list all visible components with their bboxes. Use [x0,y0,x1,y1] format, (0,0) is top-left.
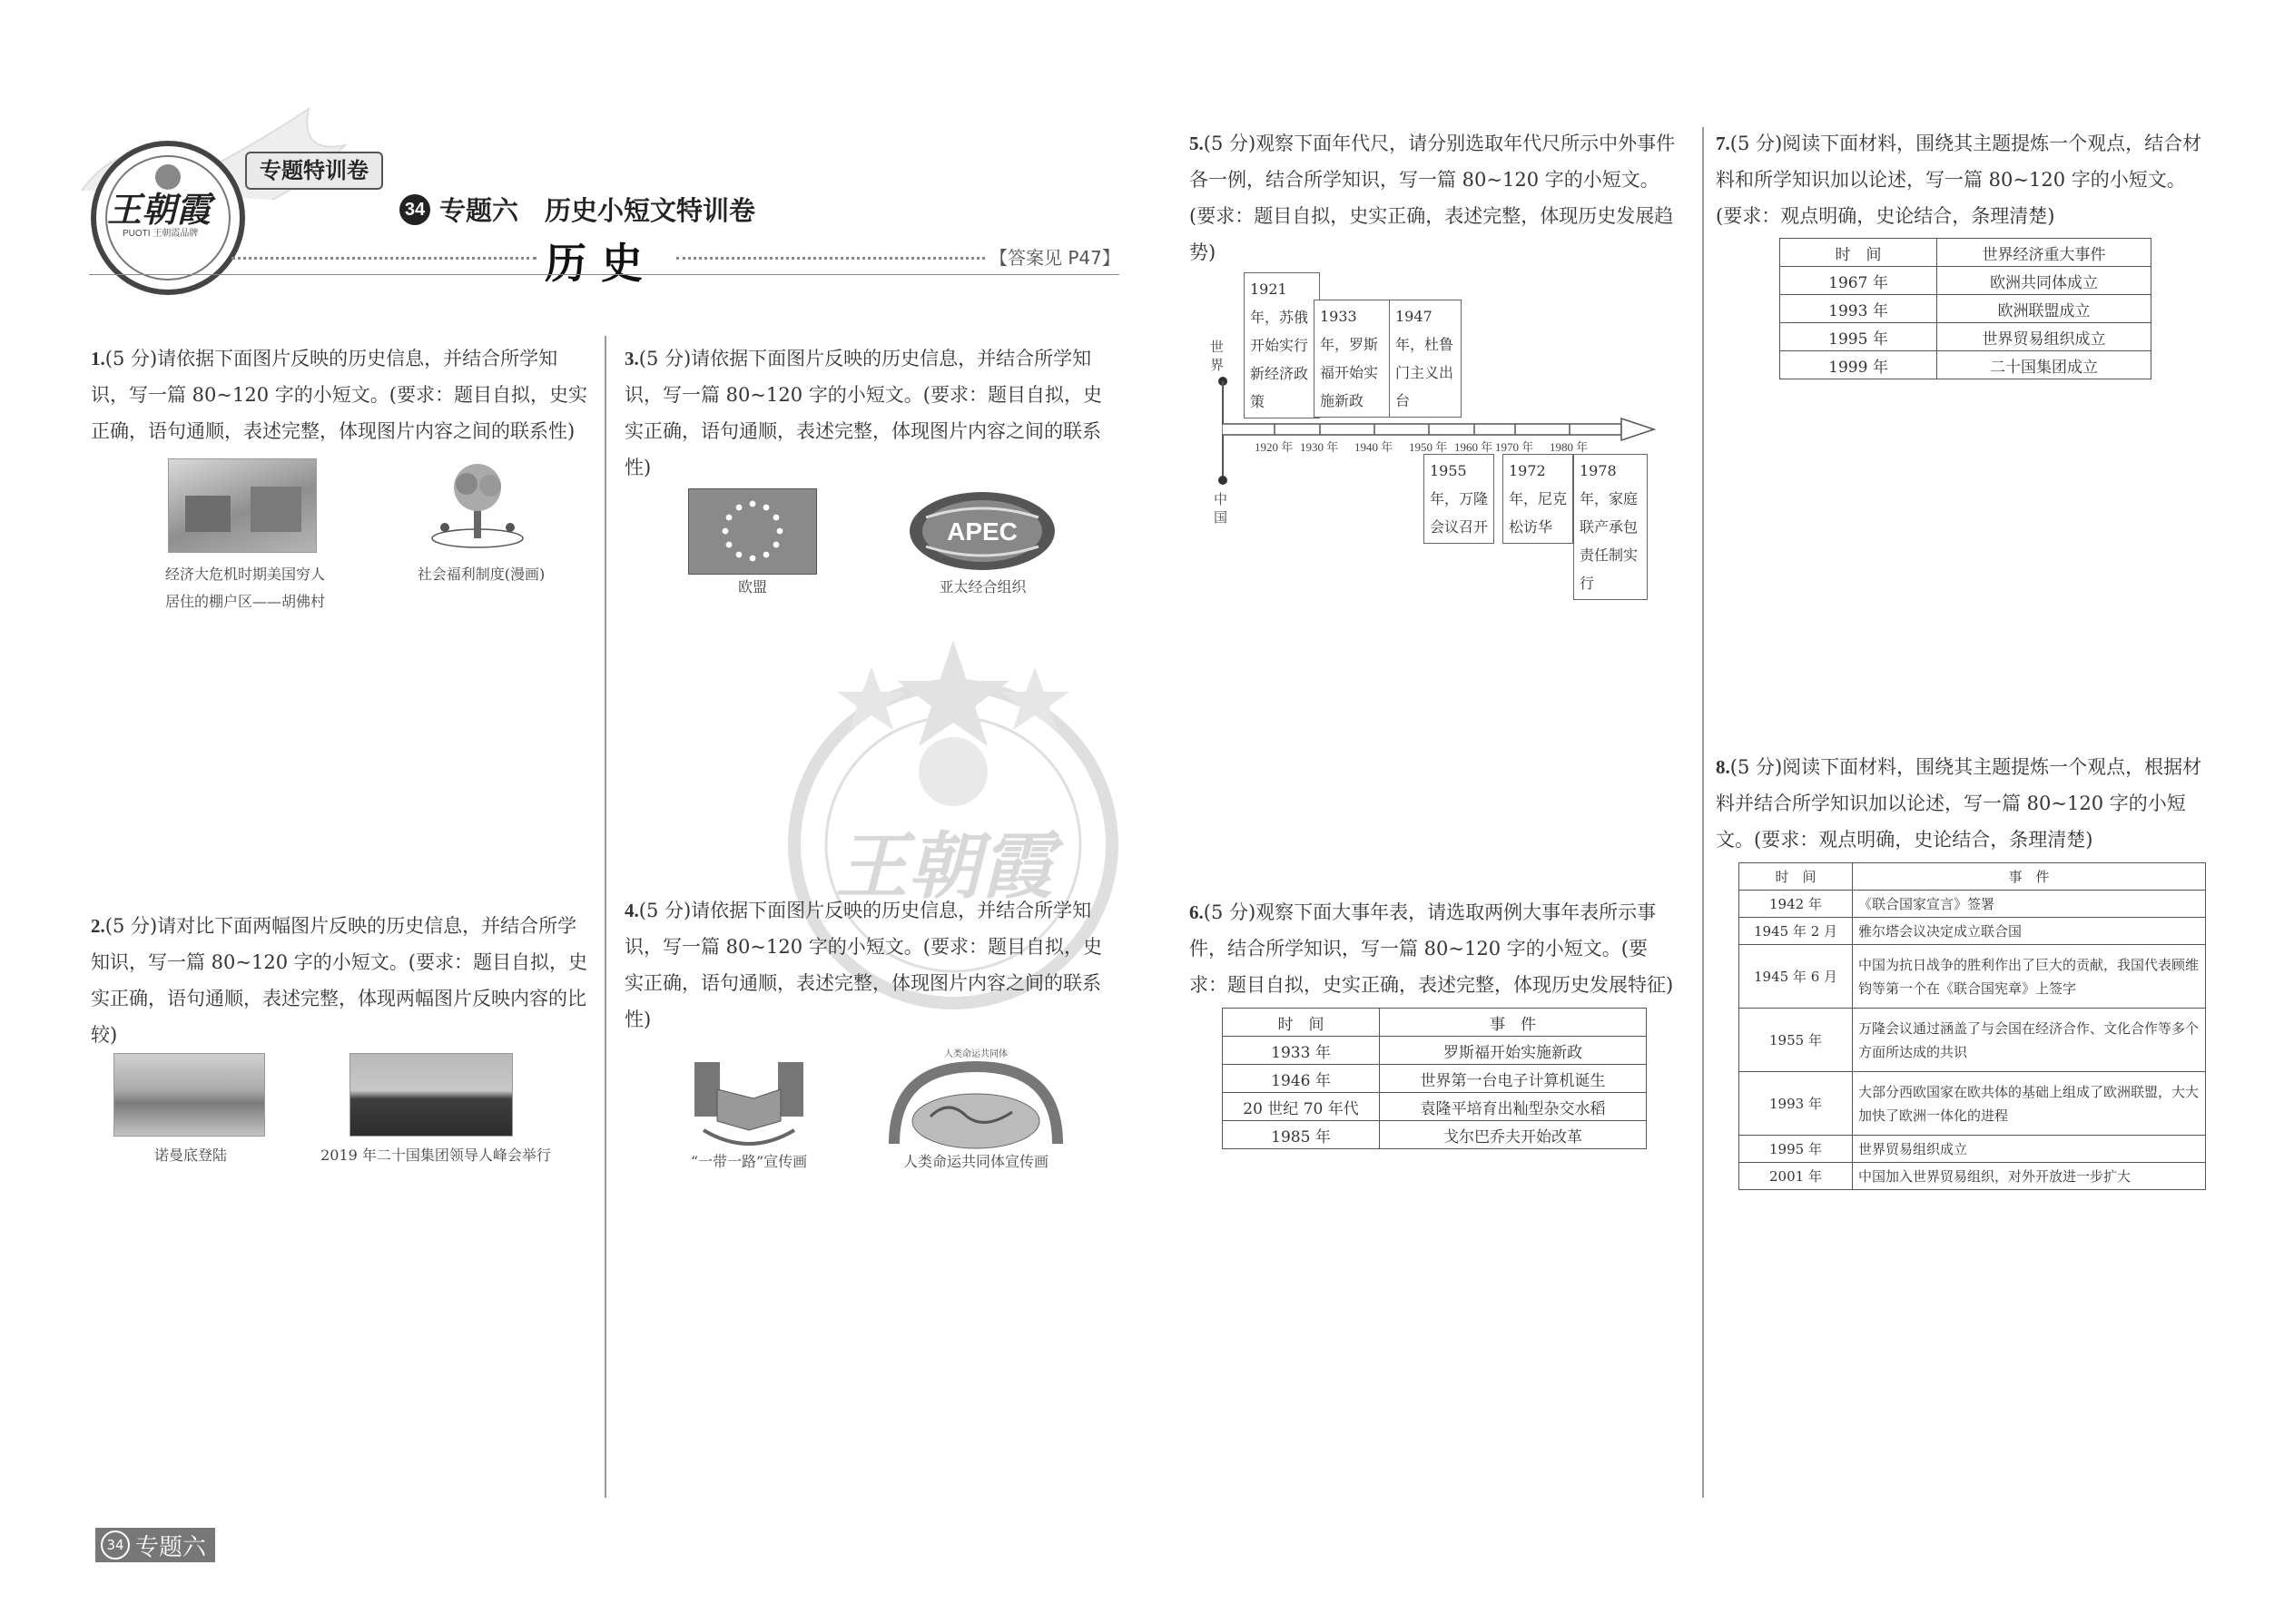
question-text: (5 分)请依据下面图片反映的历史信息，并结合所学知识，写一篇 80~120 字的小短文。(要求：题目自拟，史实正确，语句通顺，表述完整，体现图片内容之间的联系性) [625,348,1102,478]
table-row [1739,1136,2206,1163]
footer-tab [95,1528,215,1562]
belt-road-poster [690,1058,808,1148]
table-cell: 世界贸易组织成立 [1937,323,2151,351]
question-5 [1189,125,1684,271]
table-row [1780,351,2151,379]
world-event-1947: 1947年，杜鲁门主义出台 [1389,300,1462,418]
apec-logo-text: APEC [947,517,1018,546]
eu-star-icon [750,501,756,507]
table-row [1739,1009,2206,1072]
table-row [1780,295,2151,323]
page-title: 专题六 历史小短文特训卷 [439,195,756,226]
apec-logo [908,490,1058,572]
question-number: 1. [91,348,105,369]
column-divider-1 [605,336,606,1498]
table-cell: 戈尔巴乔夫开始改革 [1380,1121,1647,1149]
timeline-tick-label: 1920 年 [1255,440,1294,454]
timeline-tick-label: 1980 年 [1550,440,1589,454]
eu-flag [688,488,817,575]
table-cell: 欧洲共同体成立 [1937,267,2151,295]
poster-title: 人类命运共同体 [944,1049,1008,1059]
column-divider-2 [1702,127,1704,1498]
eu-star-icon [726,515,733,521]
welfare-cartoon [427,458,528,551]
table-cell: 1967 年 [1780,267,1937,295]
china-event-1972: 1972年，尼克松访华 [1502,454,1573,544]
belt-road-caption: “一带一路”宣传画 [690,1153,808,1170]
question-text: (5 分)观察下面大事年表，请选取两例大事年表所示事件，结合所学知识，写一篇 80~120 字的小短文。(要求：题目自拟，史实正确，表述完整，体现历史发展特征) [1189,901,1674,996]
question-number: 4. [625,900,639,921]
table-row [1223,1037,1647,1065]
table-cell: 世界贸易组织成立 [1853,1136,2206,1163]
eu-star-icon [763,505,770,511]
timeline-tick-label: 1950 年 [1409,440,1448,454]
table-cell: 世界第一台电子计算机诞生 [1380,1065,1647,1093]
question-4 [625,892,1119,1038]
question-text: (5 分)请对比下面两幅图片反映的历史信息，并结合所学知识，写一篇 80~120 字的小短文。(要求：题目自拟，史实正确，语句通顺，表述完整，体现两幅图片反映内容的比较) [91,915,587,1046]
table-header: 时 间 [1223,1009,1380,1037]
table-cell: 1985 年 [1223,1121,1380,1149]
question-8 [1716,749,2210,858]
community-poster [885,1044,1067,1153]
normandy-photo [113,1053,265,1137]
watermark-text: 王朝霞 [835,823,1053,909]
table-row [1739,945,2206,1009]
table-cell: 中国为抗日战争的胜利作出了巨大的贡献，我国代表顾维钧等第一个在《联合国宪章》上签字 [1853,945,2206,1009]
table-cell: 1995 年 [1780,323,1937,351]
table-row [1223,1121,1647,1149]
table-row [1780,267,2151,295]
table-row [1223,1065,1647,1093]
eu-star-icon [763,552,770,558]
header-dotted-line-right [676,257,985,260]
table-cell: 雅尔塔会议决定成立联合国 [1853,918,2206,945]
q6-table [1222,1008,1647,1149]
table-header: 事 件 [1380,1009,1647,1037]
table-cell: 罗斯福开始实施新政 [1380,1037,1647,1065]
china-event-1978: 1978年，家庭联产承包责任制实行 [1573,454,1648,600]
g20-caption: 2019 年二十国集团领导人峰会举行 [320,1147,551,1164]
timeline-china-dot [1218,476,1227,485]
question-6 [1189,894,1684,1003]
eu-caption: 欧盟 [737,578,767,595]
table-cell: 1999 年 [1780,351,1937,379]
table-cell: 1993 年 [1739,1072,1853,1136]
hooverville-photo [168,458,317,553]
g20-summit-photo [350,1053,513,1137]
footer-label: 专题六 [135,1533,207,1561]
subject-title: 历 史 [545,239,644,288]
question-number: 5. [1189,133,1204,154]
footer-number-badge: 34 [101,1530,130,1560]
badge-label: 专题特训卷 [245,152,383,190]
table-cell: 1955 年 [1739,1009,1853,1072]
question-text: (5 分)阅读下面材料，围绕其主题提炼一个观点，根据材料并结合所学知识加以论述，写一篇 80~120 字的小短文。(要求：观点明确，史论结合，条理清楚) [1716,756,2202,851]
table-header: 世界经济重大事件 [1937,239,2151,267]
eu-star-icon [726,542,733,548]
table-cell: 1942 年 [1739,891,1853,918]
eu-star-icon [736,552,743,558]
eu-star-icon [773,515,780,521]
table-cell: 二十国集团成立 [1937,351,2151,379]
question-text: (5 分)请依据下面图片反映的历史信息，并结合所学知识，写一篇 80~120 字的小短文。(要求：题目自拟，史实正确，语句通顺，表述完整，体现图片内容之间的联系性) [625,900,1102,1030]
table-cell: 1945 年 2 月 [1739,918,1853,945]
question-number: 7. [1716,133,1730,154]
timeline-tick-label: 1960 年 [1454,440,1493,454]
table-cell: 1946 年 [1223,1065,1380,1093]
question-number: 3. [625,348,639,369]
question-7 [1716,125,2210,234]
table-row [1739,1163,2206,1190]
timeline-tick-label: 1930 年 [1300,440,1339,454]
table-header: 事 件 [1853,863,2206,891]
table-row [1780,323,2151,351]
eu-star-icon [736,505,743,511]
table-cell: 袁隆平培育出籼型杂交水稻 [1380,1093,1647,1121]
timeline-china-stem [1222,438,1224,481]
apec-caption: 亚太经合组织 [939,578,1027,595]
title-number-badge: 34 [399,194,430,225]
table-row [1739,918,2206,945]
logo-text: 王朝霞 [107,189,212,230]
table-cell: 中国加入世界贸易组织，对外开放进一步扩大 [1853,1163,2206,1190]
q7-table [1779,238,2151,379]
logo-subtitle: PUOTI 王朝霞品牌 [123,229,199,239]
table-cell: 1995 年 [1739,1136,1853,1163]
question-3 [625,340,1119,486]
question-1 [91,340,592,449]
normandy-caption: 诺曼底登陆 [153,1147,227,1164]
eu-star-icon [777,528,783,535]
hooverville-caption-line2: 居住的棚户区——胡佛村 [164,593,325,610]
table-row [1739,891,2206,918]
table-cell: 2001 年 [1739,1163,1853,1190]
table-cell: 20 世纪 70 年代 [1223,1093,1380,1121]
answer-reference: 【答案见 P47】 [989,247,1120,269]
eu-star-icon [750,556,756,562]
table-cell: 《联合国家宣言》签署 [1853,891,2206,918]
china-event-1955: 1955年，万隆会议召开 [1423,454,1494,544]
table-row [1739,1072,2206,1136]
table-cell: 万隆会议通过涵盖了与会国在经济合作、文化合作等多个方面所达成的共识 [1853,1009,2206,1072]
timeline-china-label: 中国 [1214,491,1228,526]
table-row [1223,1093,1647,1121]
question-text: (5 分)观察下面年代尺，请分别选取年代尺所示中外事件各一例，结合所学知识，写一篇 80~120 字的小短文。(要求：题目自拟，史实正确，表述完整，体现历史发展趋势) [1189,133,1676,263]
question-number: 6. [1189,901,1204,923]
header-dotted-line [231,257,537,260]
hooverville-caption-line1: 经济大危机时期美国穷人 [164,566,325,583]
table-cell: 欧洲联盟成立 [1937,295,2151,323]
table-header: 时 间 [1780,239,1937,267]
timeline-tick-label: 1940 年 [1354,440,1393,454]
welfare-caption: 社会福利制度(漫画) [417,566,546,583]
question-number: 8. [1716,756,1730,778]
community-caption: 人类命运共同体宣传画 [902,1153,1049,1170]
table-cell: 大部分西欧国家在欧共体的基础上组成了欧洲联盟，大大加快了欧洲一体化的进程 [1853,1072,2206,1136]
question-text: (5 分)请依据下面图片反映的历史信息，并结合所学知识，写一篇 80~120 字的小短文。(要求：题目自拟，史实正确，语句通顺，表述完整，体现图片内容之间的联系性) [91,348,587,442]
table-cell: 1993 年 [1780,295,1937,323]
world-event-1933: 1933年，罗斯福开始实施新政 [1314,300,1390,418]
question-2 [91,908,592,1053]
timeline-world-label: 世界 [1210,339,1225,373]
eu-star-icon [723,528,729,535]
question-text: (5 分)阅读下面材料，围绕其主题提炼一个观点，结合材料和所学知识加以论述，写一篇 80~120 字的小短文。(要求：观点明确，史论结合，条理清楚) [1716,133,2202,227]
q8-table [1738,862,2206,1190]
timeline-tick-label: 1970 年 [1495,440,1534,454]
header-underline [89,274,1119,275]
world-event-1921: 1921年，苏俄开始实行新经济政策 [1244,272,1320,418]
table-cell: 1945 年 6 月 [1739,945,1853,1009]
question-number: 2. [91,915,105,937]
eu-star-icon [773,542,780,548]
table-header: 时 间 [1739,863,1853,891]
table-cell: 1933 年 [1223,1037,1380,1065]
title-row [399,191,755,228]
